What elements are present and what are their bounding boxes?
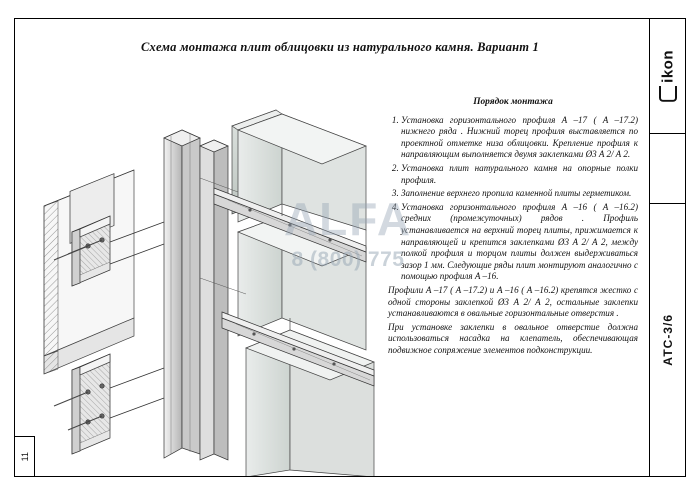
instructions-note: При установке заклепки в овальное отверстие должна использоваться насадка на клепатель, обеспечивающая подвижное сопряжение элементов подконструкции. bbox=[388, 321, 638, 355]
logo-mark-icon bbox=[659, 86, 677, 102]
instructions-list bbox=[388, 115, 638, 283]
instructions-heading: Порядок монтажа bbox=[473, 97, 553, 107]
list-item: 4. Установка горизонтального профиля A –16 ( A –16.2) средних (промежуточных) рядов . Профиль устанавливается на верхний торец плиты, прижимается к направляющей и крепится заклепками Ø3 A 2/ A 2, между полкой профиля и торцом плиты должен выдерживаться зазор 1 мм. Следующие ряды плит монтируют аналогично с помощью профиля A –16. bbox=[401, 202, 638, 283]
instructions-note: Профили A –17 ( A –17.2) и A –16 ( A –16.2) крепятся жестко с одной стороны заклепкой Ø3 A 2/ A 2, остальные заклепки устанавливаются в овальные горизонтальные отверстия . bbox=[388, 284, 638, 319]
brand-logo bbox=[659, 50, 677, 102]
sheet-code: АТС-3/6 bbox=[660, 314, 675, 366]
instructions-block bbox=[388, 97, 638, 356]
page-number: 11 bbox=[19, 451, 30, 462]
logo-label: ikon bbox=[659, 50, 676, 83]
page-number-cell bbox=[15, 436, 35, 476]
list-item: 1. Установка горизонтального профиля A –17 ( A –17.2) нижнего ряда . Нижний торец профиля выставляется по проектной отметке низа облицовки. Крепление профиля к направляющим выполняется двумя заклепками Ø3 A 2/ A 2. bbox=[401, 115, 638, 161]
list-item: 2. Установка плит натурального камня на опорные полки профиля. bbox=[401, 163, 638, 186]
title-strip bbox=[649, 19, 685, 476]
watermark-phone: 8 (800) 775 bbox=[291, 248, 405, 271]
page-title: Схема монтажа плит облицовки из натурального камня. Вариант 1 bbox=[141, 40, 539, 54]
title-strip-divider bbox=[650, 134, 685, 204]
watermark-title: ALFA bbox=[283, 193, 413, 245]
sheet-code-cell bbox=[650, 204, 685, 476]
list-item: 3. Заполнение верхнего пропила каменной плиты герметиком. bbox=[401, 188, 638, 200]
logo-cell bbox=[650, 19, 685, 134]
